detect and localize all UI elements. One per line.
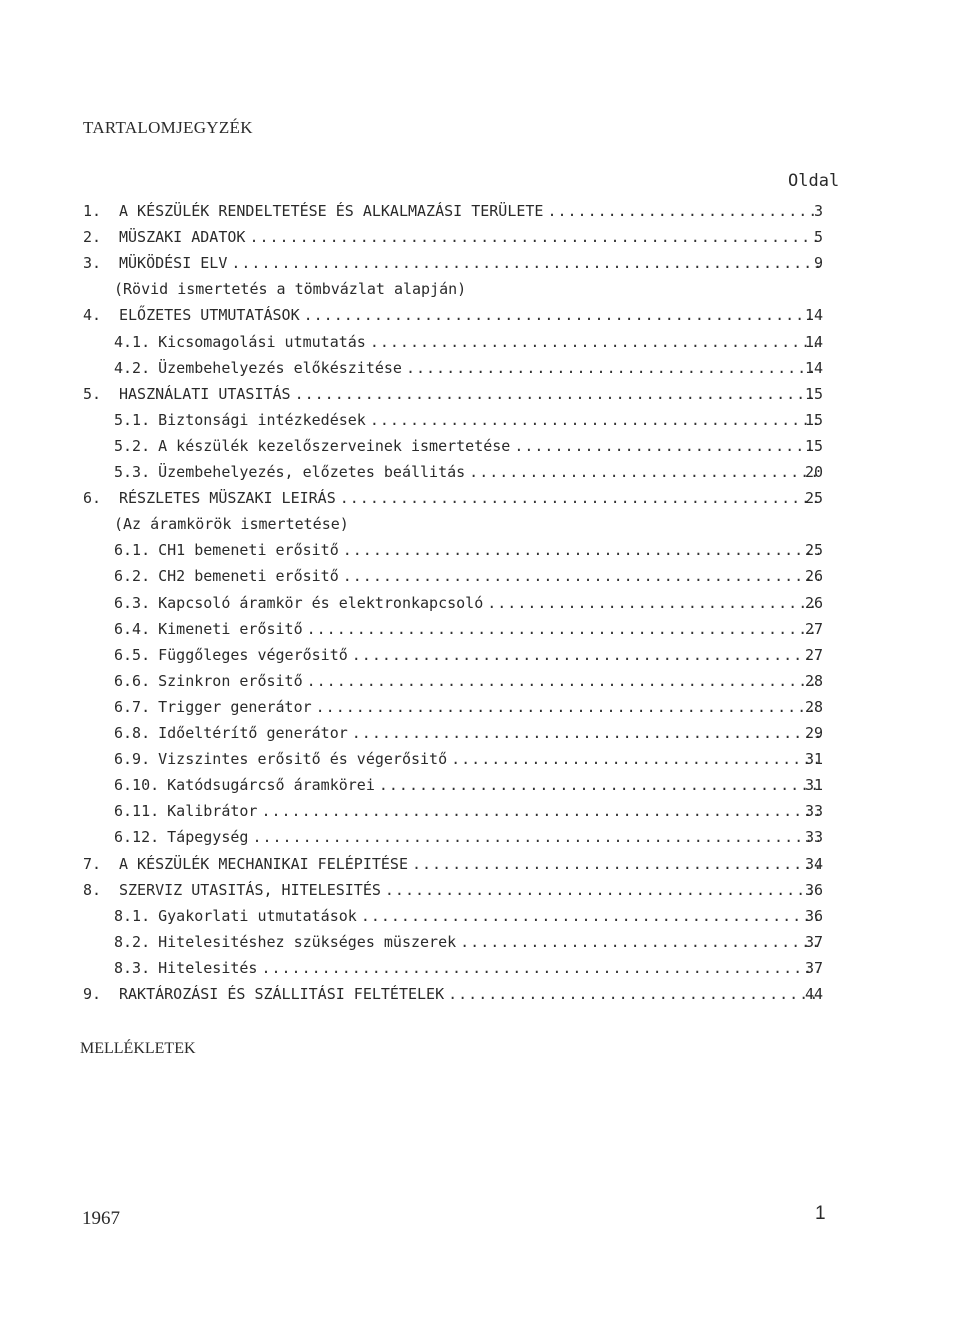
toc-entry-number: 6.12. [114,828,160,847]
toc-leader-dots [261,957,819,979]
toc-entry-page: 25 [804,541,823,560]
toc-entry-number: 7. [83,854,102,873]
toc-leader-dots [231,252,819,274]
toc-entry-title: Üzembehelyezés előkészitése [158,358,402,377]
toc-entry [114,331,823,353]
toc-entry-title: A készülék kezelőszerveinek ismertetése [158,436,511,455]
toc-entry-number: 2. [83,228,102,247]
toc-entry-page: 27 [804,645,823,664]
toc-entry-title: Trigger generátor [158,697,312,716]
toc-entry-title: HASZNÁLATI UTASITÁS [119,384,291,403]
toc-leader-dots [295,383,819,405]
toc-heading: TARTALOMJEGYZÉK [83,118,253,137]
toc-leader-dots [379,774,819,796]
toc-entry-title: Kimeneti erősitő [158,619,303,638]
toc-entry-title: (Rövid ismertetés a tömbvázlat alapján) [114,280,467,299]
toc-leader-dots [385,879,819,901]
toc-entry-page: 5 [813,228,823,247]
toc-entry-number: 4.1. [114,332,151,351]
toc-entry-page: 9 [813,254,823,273]
toc-entry [83,879,823,901]
toc-entry-number: 6.10. [114,776,160,795]
toc-entry [83,383,823,405]
toc-entry [114,618,823,640]
toc-leader-dots [547,200,819,222]
toc-entry-title: ELŐZETES UTMUTATÁSOK [119,306,300,325]
toc-entry [83,226,823,248]
toc-entry-page: 3 [813,202,823,220]
toc-entry [114,409,823,431]
toc-entry-number: 8.1. [114,906,151,925]
toc-leader-dots [261,800,819,822]
toc-entry [114,539,823,561]
toc-entry-title: MÜSZAKI ADATOK [119,228,246,247]
toc-entry [114,644,823,666]
toc-entry [114,957,823,979]
toc-entry [114,826,823,848]
footer-year: 1967 [82,1208,120,1229]
toc-leader-dots [252,826,819,848]
toc-leader-dots [249,226,819,248]
toc-entry-title: Kapcsoló áramkör és elektronkapcsoló [158,593,484,612]
toc-entry-title: Időeltérítő generátor [158,724,348,742]
toc-entry-number: 1. [83,202,102,220]
toc-entry-page: 27 [804,619,823,638]
toc-entry-title: Hitelesités [158,958,258,977]
toc-leader-dots [412,853,819,875]
toc-entry-title: CH1 bemeneti erősitő [158,541,339,560]
toc-entry-number: 8. [83,880,102,899]
toc-entry-page: 14 [804,306,823,325]
toc-entry-page: 15 [804,436,823,455]
toc-leader-dots [340,487,819,509]
toc-entry-number: 6.7. [114,697,151,716]
toc-leader-dots [304,304,819,326]
toc-entry-number: 4. [83,306,102,325]
toc-entry [114,774,823,796]
toc-entry-title: RÉSZLETES MÜSZAKI LEIRÁS [119,489,336,508]
toc-entry [114,592,823,614]
toc-leader-dots [448,983,819,1005]
toc-leader-dots [361,905,819,927]
toc-entry [83,487,823,509]
toc-leader-dots [352,722,819,744]
toc-entry-number: 5.1. [114,410,151,429]
toc-entry-page: 15 [804,410,823,429]
toc-entry-title: Tápegység [167,828,249,847]
toc-leader-dots [487,592,819,614]
toc-entry-page: 28 [804,671,823,690]
toc-entry-page: 37 [804,932,823,951]
toc-entry-number: 6.5. [114,645,151,664]
toc-entry [83,304,823,326]
toc-entry-title: MÜKÖDÉSI ELV [119,254,228,273]
toc-leader-dots [370,409,819,431]
toc-leader-dots [307,618,819,640]
toc-entry-title: A KÉSZÜLÉK RENDELTETÉSE ÉS ALKALMAZÁSI TERÜLETE [119,202,544,220]
toc-entry-number: 9. [83,985,102,1003]
toc-leader-dots [352,644,819,666]
toc-entry-number: 6.11. [114,802,160,821]
toc-entry [114,696,823,718]
toc-entry-number: 6.3. [114,593,151,612]
toc-leader-dots [307,670,819,692]
toc-entry-page: 44 [804,985,823,1003]
toc-entry-title: A KÉSZÜLÉK MECHANIKAI FELÉPITÉSE [119,854,408,873]
toc-leader-dots [370,331,819,353]
toc-entry-title: Hitelesitéshez szükséges müszerek [158,932,457,951]
toc-entry-title: Kalibrátor [167,802,258,821]
toc-entry-number: 6.2. [114,567,151,586]
toc-entry-title: SZERVIZ UTASITÁS, HITELESITÉS [119,880,381,899]
toc-leader-dots [514,435,819,457]
toc-entry-page: 14 [804,358,823,377]
toc-entry-page: 34 [804,854,823,873]
toc-entry-page: 15 [804,384,823,403]
toc-entry [114,931,823,953]
toc-entry [83,983,823,1005]
toc-entry-page: 14 [804,332,823,351]
toc-entry-page: 20 [804,463,823,481]
toc-entry-title: Katódsugárcső áramkörei [167,776,375,795]
toc-entry-title: (Az áramkörök ismertetése) [114,515,349,534]
toc-entry-title: Függőleges végerősitő [158,645,348,664]
toc-leader-dots [343,539,819,561]
toc-entry-title: RAKTÁROZÁSI ÉS SZÁLLITÁSI FELTÉTELEK [119,985,445,1003]
toc-leader-dots [451,748,819,770]
toc-leader-dots [406,357,819,379]
toc-entry-title: Szinkron erősitő [158,671,303,690]
toc-entry-page: 26 [804,593,823,612]
toc-entry-page: 33 [804,828,823,847]
toc-entry-number: 8.2. [114,932,151,951]
toc-entry-number: 5.2. [114,436,151,455]
toc-entry-page: 31 [804,776,823,795]
toc-entry [83,200,823,222]
footer-page-number: 1 [815,1203,826,1224]
toc-entry [114,670,823,692]
toc-entry-page: 25 [804,489,823,508]
toc-entry-number: 5. [83,384,102,403]
toc-leader-dots [469,461,819,483]
toc-entry [83,853,823,875]
toc-entry-page: 36 [804,880,823,899]
toc-entry-title: Biztonsági intézkedések [158,410,366,429]
toc-entry-number: 6. [83,489,102,508]
toc-entry [83,252,823,274]
toc-entry-number: 6.4. [114,619,151,638]
toc-entry-title: Gyakorlati utmutatások [158,906,357,925]
toc-entry-page: 36 [804,906,823,925]
toc-entry-number: 6.8. [114,724,151,742]
toc-entry [114,565,823,587]
toc-entry-number: 6.1. [114,541,151,560]
toc-entry-page: 29 [804,724,823,742]
toc-entry-title: Üzembehelyezés, előzetes beállitás [158,463,466,481]
toc-entry [114,461,823,483]
toc-entry [114,435,823,457]
toc-entry-page: 28 [804,697,823,716]
toc-entry [114,357,823,379]
toc-entry [114,800,823,822]
toc-entry-number: 6.6. [114,671,151,690]
toc-entry [114,722,823,744]
toc-entry-number: 6.9. [114,750,151,769]
toc-entry-number: 8.3. [114,958,151,977]
toc-entry-number: 3. [83,254,102,273]
toc-entry [114,513,823,535]
toc-entry-page: 31 [804,750,823,769]
toc-entry-page: 37 [804,958,823,977]
toc-entry-page: 33 [804,802,823,821]
toc-entry [114,278,823,300]
toc-entry-page: 26 [804,567,823,586]
toc-entry-title: CH2 bemeneti erősitő [158,567,339,586]
toc-entry-title: Vizszintes erősitő és végerősitő [158,750,448,769]
toc-leader-dots [460,931,819,953]
toc-entry [114,748,823,770]
toc-entry [114,905,823,927]
toc-entry-number: 4.2. [114,358,151,377]
annex-heading: MELLÉKLETEK [80,1040,196,1057]
toc-entry-number: 5.3. [114,463,151,481]
toc-leader-dots [316,696,819,718]
toc-entry-title: Kicsomagolási utmutatás [158,332,366,351]
page-column-header: Oldal [788,171,840,191]
toc-leader-dots [343,565,819,587]
